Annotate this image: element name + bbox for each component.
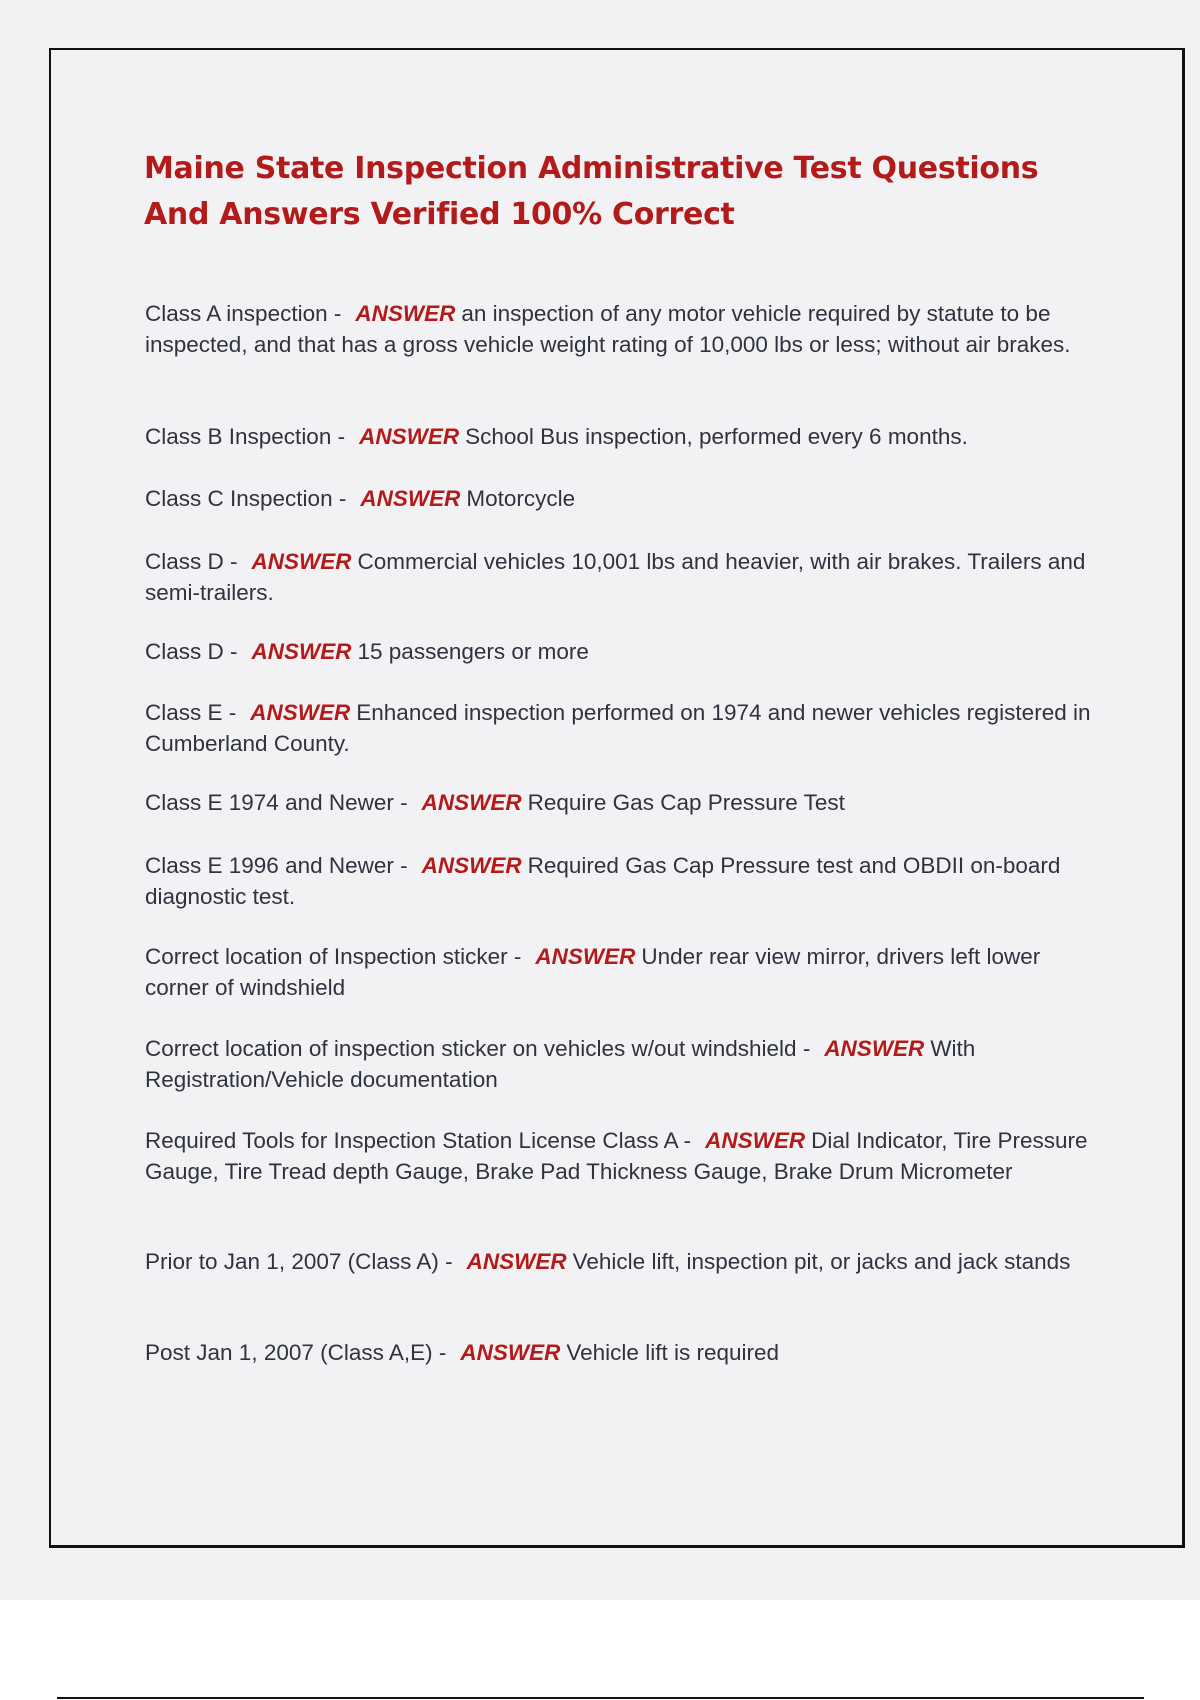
answer-label: ANSWER	[360, 486, 461, 511]
answer-label: ANSWER	[824, 1036, 925, 1061]
qa-term: Class A inspection -	[145, 301, 342, 326]
document-title: Maine State Inspection Administrative Test Questions And Answers Verified 100% Correct	[144, 151, 1039, 232]
qa-answer: With Registration/Vehicle documentation	[145, 1036, 976, 1092]
answer-label: ANSWER	[421, 853, 522, 878]
qa-term: Correct location of Inspection sticker -	[145, 944, 522, 969]
qa-answer: Vehicle lift, inspection pit, or jacks and jack stands	[572, 1249, 1071, 1274]
qa-answer: Required Gas Cap Pressure test and OBDII on-board diagnostic test.	[145, 853, 1061, 909]
qa-term: Post Jan 1, 2007 (Class A,E) -	[145, 1340, 447, 1365]
qa-answer: Vehicle lift is required	[566, 1340, 779, 1365]
qa-answer: Under rear view mirror, drivers left lower corner of windshield	[145, 944, 1041, 1000]
qa-term: Class E 1996 and Newer -	[145, 853, 408, 878]
answer-label: ANSWER	[421, 790, 522, 815]
answer-label: ANSWER	[460, 1340, 561, 1365]
qa-item	[145, 298, 1095, 360]
qa-item	[145, 1246, 1095, 1277]
qa-answer: Commercial vehicles 10,001 lbs and heavier, with air brakes. Trailers and semi-trailers.	[145, 549, 1086, 605]
qa-item	[145, 850, 1095, 912]
qa-item	[145, 636, 1095, 667]
qa-item	[145, 1033, 1095, 1095]
qa-term: Class D -	[145, 639, 238, 664]
qa-term: Class D -	[145, 549, 238, 574]
qa-item	[145, 697, 1095, 759]
qa-term: Class E -	[145, 700, 237, 725]
answer-label: ANSWER	[251, 639, 352, 664]
answer-label: ANSWER	[705, 1128, 806, 1153]
qa-term: Class C Inspection -	[145, 486, 347, 511]
qa-term: Prior to Jan 1, 2007 (Class A) -	[145, 1249, 453, 1274]
answer-label: ANSWER	[251, 549, 352, 574]
qa-item	[145, 483, 1095, 514]
qa-answer: Enhanced inspection performed on 1974 and newer vehicles registered in Cumberland County.	[145, 700, 1091, 756]
qa-answer: Dial Indicator, Tire Pressure Gauge, Tire Tread depth Gauge, Brake Pad Thickness Gauge, Brake Drum Micrometer	[145, 1128, 1088, 1184]
qa-answer: Require Gas Cap Pressure Test	[527, 790, 845, 815]
qa-term: Class B Inspection -	[145, 424, 346, 449]
qa-item	[145, 1337, 1095, 1368]
answer-label: ANSWER	[359, 424, 460, 449]
qa-item	[145, 941, 1095, 1003]
qa-item	[145, 787, 1095, 818]
qa-term: Required Tools for Inspection Station License Class A -	[145, 1128, 692, 1153]
answer-label: ANSWER	[355, 301, 456, 326]
qa-item	[145, 1125, 1095, 1187]
qa-answer: an inspection of any motor vehicle required by statute to be inspected, and that has a gross vehicle weight rating of 10,000 lbs or less; without air brakes.	[145, 301, 1071, 357]
qa-item	[145, 421, 1095, 452]
bottom-divider	[57, 1697, 1144, 1699]
qa-term: Class E 1974 and Newer -	[145, 790, 408, 815]
answer-label: ANSWER	[466, 1249, 567, 1274]
qa-item	[145, 546, 1095, 608]
answer-label: ANSWER	[250, 700, 351, 725]
qa-answer: School Bus inspection, performed every 6 months.	[465, 424, 968, 449]
qa-term: Correct location of inspection sticker on vehicles w/out windshield -	[145, 1036, 811, 1061]
qa-answer: 15 passengers or more	[357, 639, 589, 664]
qa-answer: Motorcycle	[466, 486, 576, 511]
answer-label: ANSWER	[535, 944, 636, 969]
